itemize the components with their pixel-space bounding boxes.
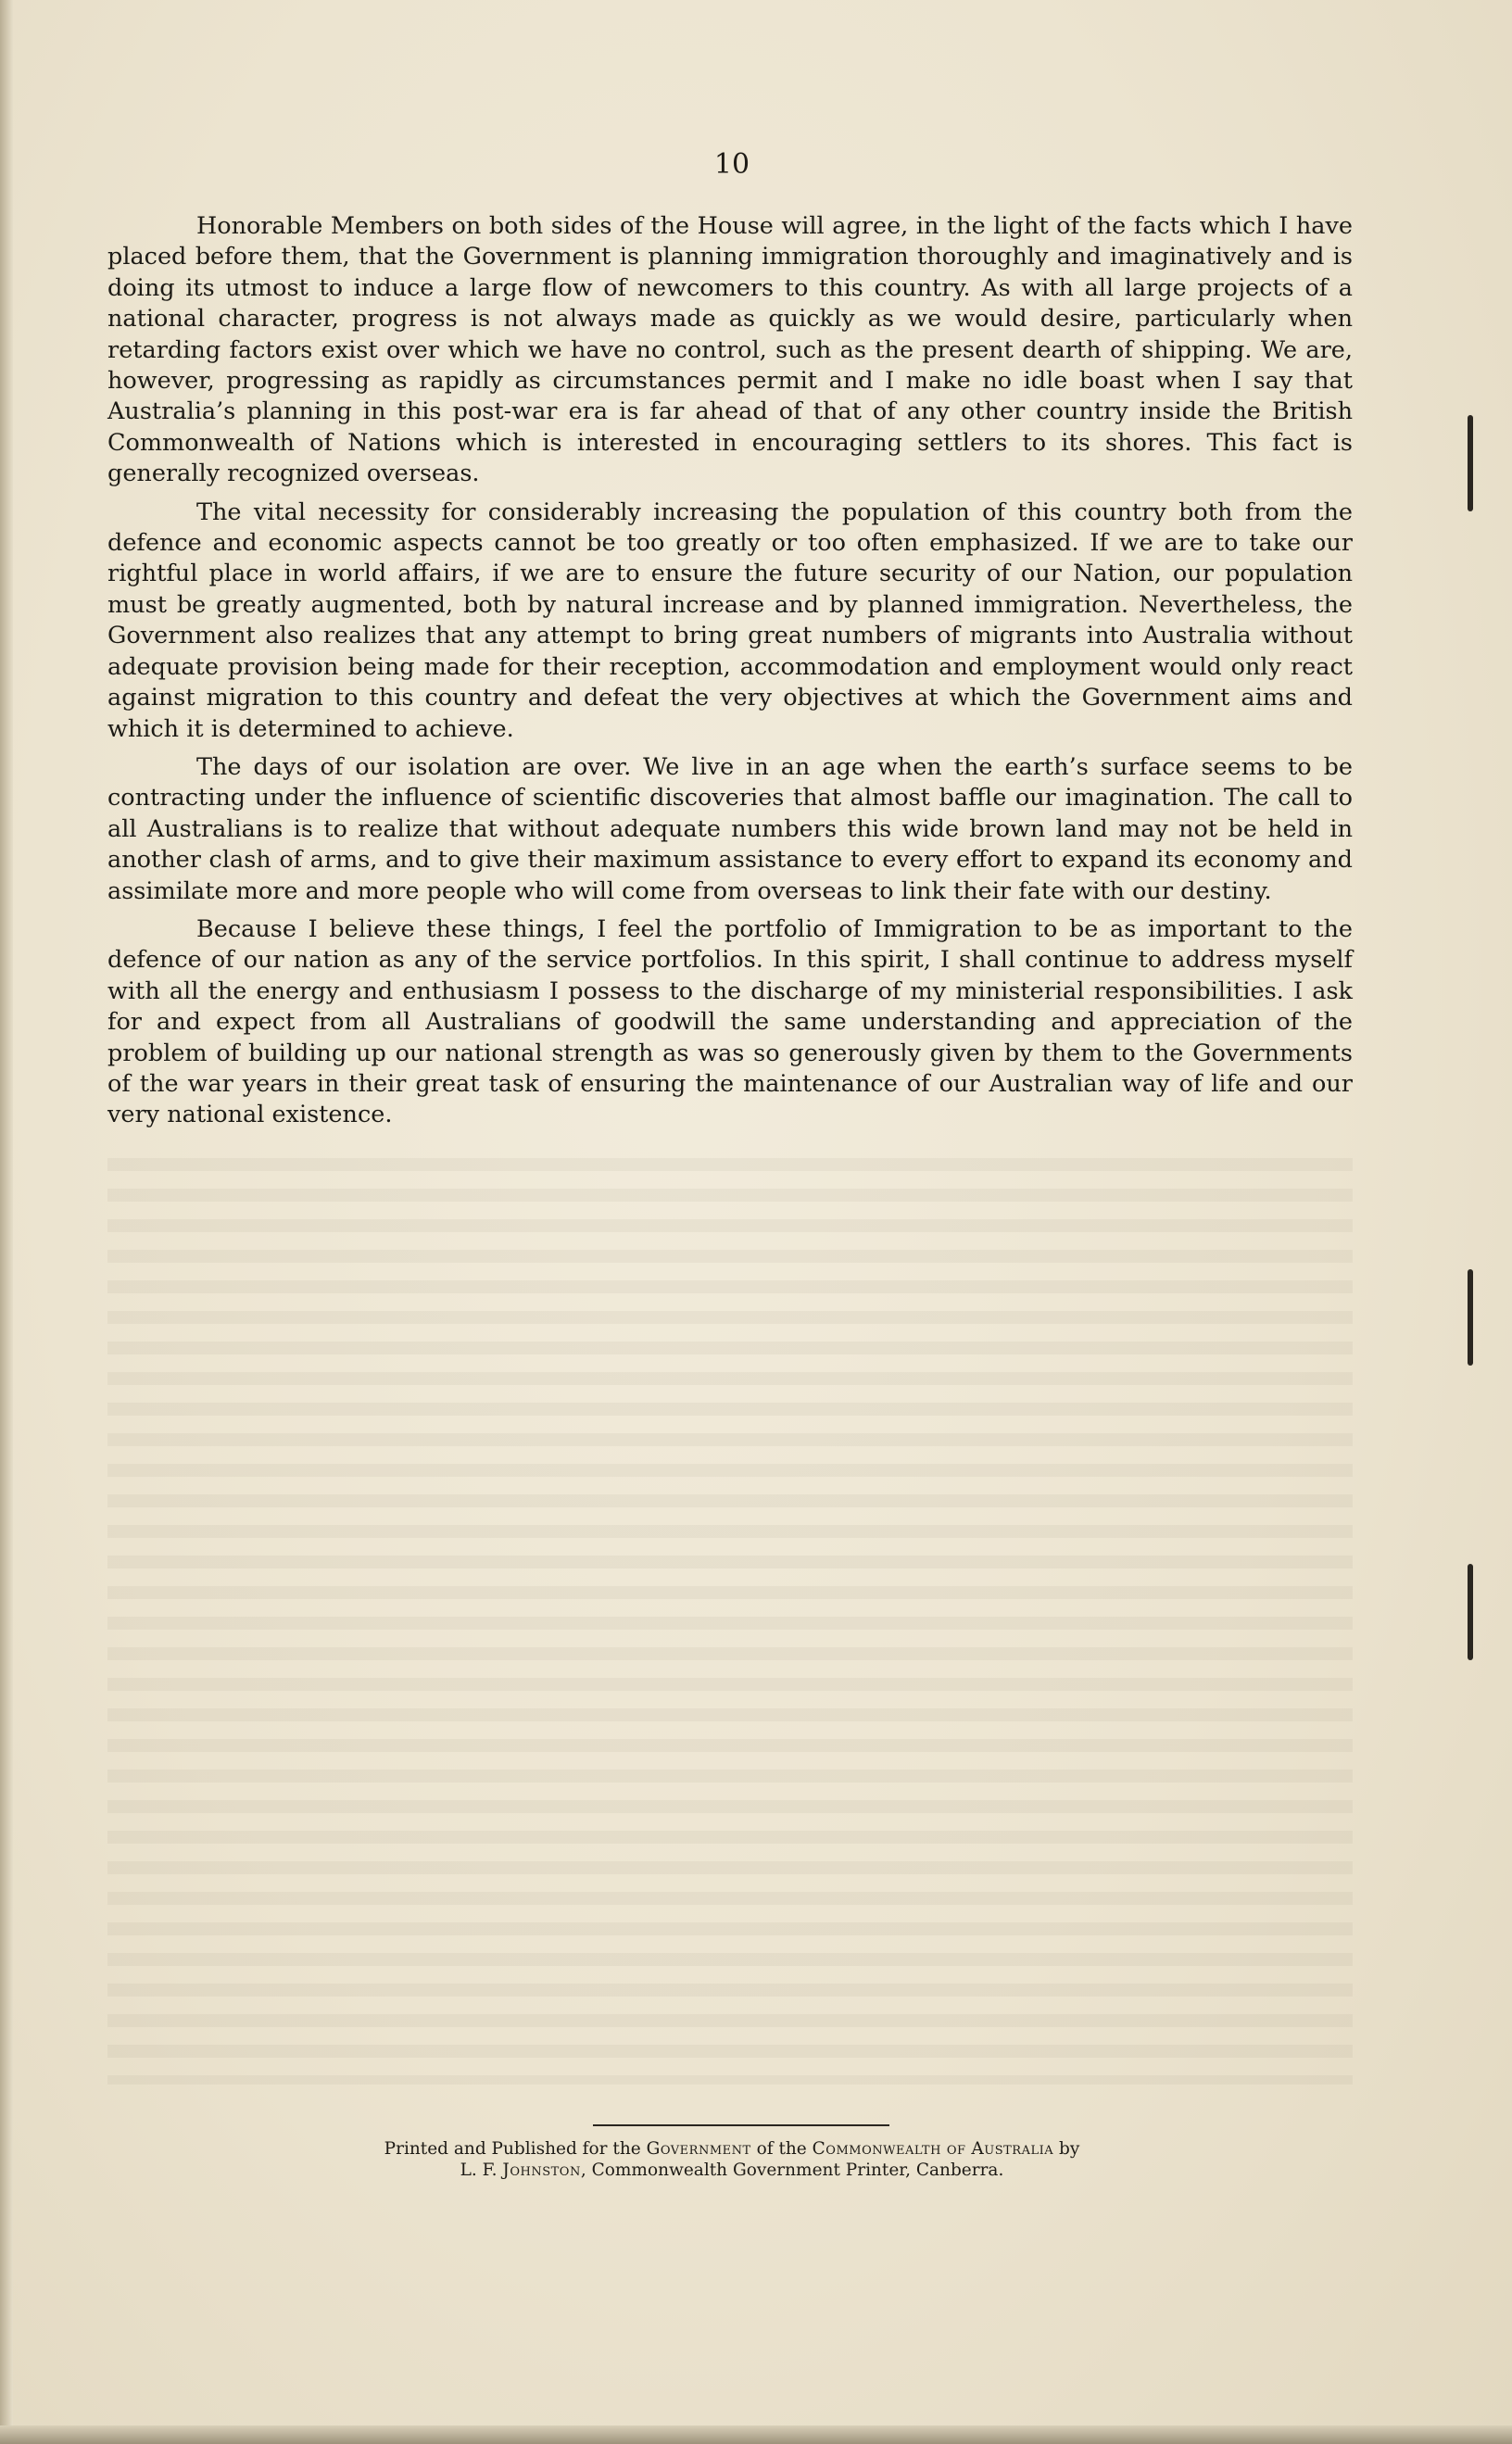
printer-imprint bbox=[222, 2138, 1241, 2181]
paragraph: Because I believe these things, I feel the portfolio of Immigration to be as important to the defence of our nation as any of the service portfolios. In this spirit, I shall continue to address myself with all the energy and enthusiasm I possess to the discharge of my ministerial responsibilities. I ask for and expect from all Australians of goodwill the same understanding and appreciation of the problem of building up our national strength as was so generously given by them to the Governments of the war years in their great task of ensuring the maintenance of our Australian way of life and our very national existence. bbox=[107, 914, 1353, 1129]
footer-rule bbox=[593, 2124, 889, 2126]
page-left-edge bbox=[0, 0, 13, 2444]
show-through-text bbox=[107, 1158, 1353, 2085]
imprint-line-1: Printed and Published for the Government of the Commonwealth of Australia by bbox=[384, 2139, 1080, 2159]
staple-mark bbox=[1468, 415, 1473, 511]
staple-mark bbox=[1468, 1564, 1473, 1660]
paragraph: The days of our isolation are over. We live in an age when the earth’s surface seems to be contracting under the influence of scientific discoveries that almost baffle our imagination. The call to all Australians is to realize that without adequate numbers this wide brown land may not be held in another clash of arms, and to give their maximum assistance to every effort to expand its economy and assimilate more and more people who will come from overseas to link their fate with our destiny. bbox=[107, 752, 1353, 905]
imprint-line-2: L. F. Johnston, Commonwealth Government Printer, Canberra. bbox=[460, 2161, 1004, 2180]
body-text bbox=[107, 211, 1353, 1139]
paragraph: The vital necessity for considerably increasing the population of this country both from the defence and economic aspects cannot be too greatly or too often emphasized. If we are to take our rightful place in world affairs, if we are to ensure the future security of our Nation, our population must be greatly augmented, both by natural increase and by planned immigration. Nevertheless, the Government also realizes that any attempt to bring great numbers of migrants into Australia without adequate provision being made for their reception, accommodation and employment would only react against migration to this country and defeat the very objectives at which the Government aims and which it is determined to achieve. bbox=[107, 498, 1353, 743]
paragraph: Honorable Members on both sides of the House will agree, in the light of the facts which I have placed before them, that the Government is planning immigration thoroughly and imaginatively and is doing its utmost to induce a large flow of newcomers to this country. As with all large projects of a national character, progress is not always made as quickly as we would desire, particularly when retarding factors exist over which we have no control, such as the present dearth of shipping. We are, however, progressing as rapidly as circumstances permit and I make no idle boast when I say that Australia’s planning in this post-war era is far ahead of that of any other country inside the British Commonwealth of Nations which is interested in encouraging settlers to its shores. This fact is generally recognized overseas. bbox=[107, 212, 1353, 488]
page-bottom-edge bbox=[0, 2425, 1512, 2444]
page-number: 10 bbox=[713, 148, 750, 181]
staple-mark bbox=[1468, 1269, 1473, 1366]
